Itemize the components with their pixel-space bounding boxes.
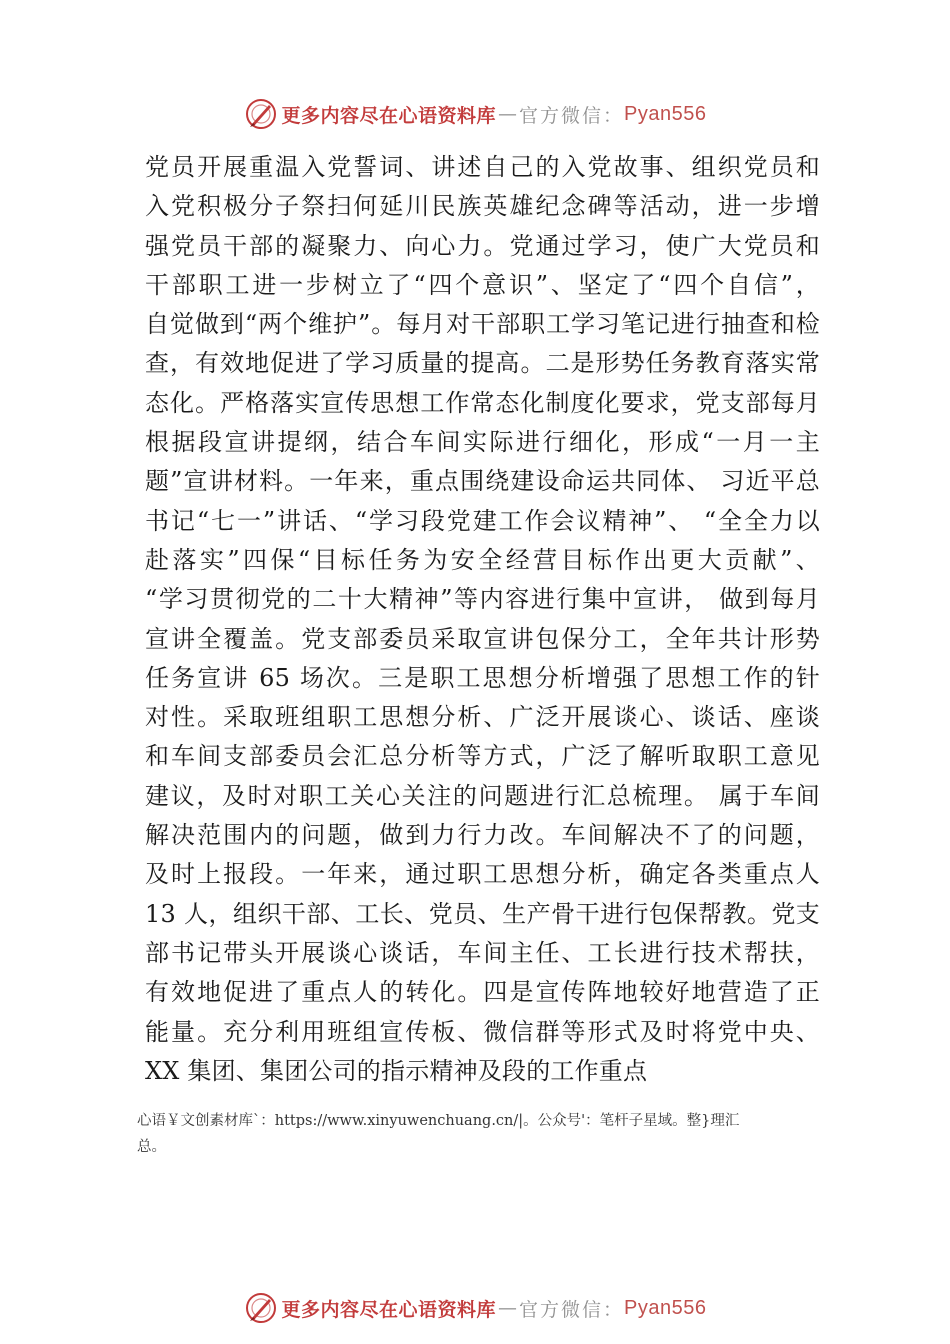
banner-title: 更多内容尽在心语资料库: [281, 104, 497, 127]
body-paragraph: [145, 148, 820, 1091]
text-line: 党员开展重温入党誓词、讲述自己的入党故事、组织党员和: [145, 153, 820, 181]
banner-wechat-label: 官方微信：: [519, 1298, 625, 1321]
banner-wechat-label: 官方微信：: [519, 104, 625, 127]
text-line: 能量。充分利用班组宣传板、微信群等形式及时将党中央、: [145, 1017, 820, 1046]
source-note-line-2: 总。: [137, 1139, 166, 1155]
text-line: 书记“七一”讲话、“学习段党建工作会议精神”、 “全全力以: [145, 506, 820, 535]
text-line: 对性。采取班组职工思想分析、广泛开展谈心、谈话、座谈: [145, 703, 820, 732]
text-line: 根据段宣讲提纲，结合车间实际进行细化，形成“一月一主: [145, 428, 820, 457]
source-note: [137, 1108, 837, 1160]
banner-wechat-id: Pyan556: [624, 102, 707, 125]
text-line: 13 人，组织干部、工长、党员、生产骨干进行包保帮教。党支: [145, 899, 820, 928]
text-line: 自觉做到“两个维护”。每月对干部职工学习笔记进行抽查和检: [145, 310, 820, 339]
footer-banner: [0, 1286, 950, 1330]
text-line: 查，有效地促进了学习质量的提高。二是形势任务教育落实常: [145, 349, 820, 378]
text-line: 有效地促进了重点人的转化。四是宣传阵地较好地营造了正: [145, 978, 820, 1007]
banner-dash: —: [498, 103, 518, 125]
text-line: 入党积极分子祭扫何延川民族英雄纪念碑等活动，进一步增: [145, 192, 820, 221]
text-line: 干部职工进一步树立了“四个意识”、坚定了“四个自信”，: [145, 270, 820, 299]
text-line: 题”宣讲材料。一年来，重点围绕建设命运共同体、 习近平总: [145, 467, 820, 496]
text-line: 和车间支部委员会汇总分析等方式，广泛了解听取职工意见: [145, 742, 820, 771]
text-line: “学习贯彻党的二十大精神”等内容进行集中宣讲， 做到每月: [145, 585, 820, 614]
banner-wechat-id: Pyan556: [624, 1296, 707, 1319]
source-note-line-1: 心语￥文创素材库`：https://www.xinyuwenchuang.cn/|。公众号'：笔杆子星域。整}理汇: [137, 1113, 740, 1129]
banner-title: 更多内容尽在心语资料库: [281, 1298, 497, 1321]
text-line: 强党员干部的凝聚力、向心力。党通过学习，使广大党员和: [145, 231, 820, 260]
text-line: 及时上报段。一年来，通过职工思想分析，确定各类重点人: [145, 860, 820, 889]
header-banner: [0, 92, 950, 136]
text-line: 解决范围内的问题，做到力行力改。车间解决不了的问题，: [145, 821, 820, 850]
text-line: XX 集团、集团公司的指示精神及段的工作重点: [145, 1056, 648, 1085]
text-line: 赴落实”四保“目标任务为安全经营目标作出更大贡献”、: [145, 545, 820, 574]
brush-logo-icon: [244, 1291, 278, 1325]
text-line: 态化。严格落实宣传思想工作常态化制度化要求，党支部每月: [145, 388, 820, 417]
text-line: 任务宣讲 65 场次。三是职工思想分析增强了思想工作的针: [145, 663, 820, 692]
brush-logo-icon: [244, 97, 278, 131]
text-line: 部书记带头开展谈心谈话，车间主任、工长进行技术帮扶，: [145, 938, 820, 967]
text-line: 建议，及时对职工关心关注的问题进行汇总梳理。 属于车间: [145, 781, 820, 810]
text-line: 宣讲全覆盖。党支部委员采取宣讲包保分工，全年共计形势: [145, 624, 820, 653]
banner-dash: —: [498, 1297, 518, 1319]
